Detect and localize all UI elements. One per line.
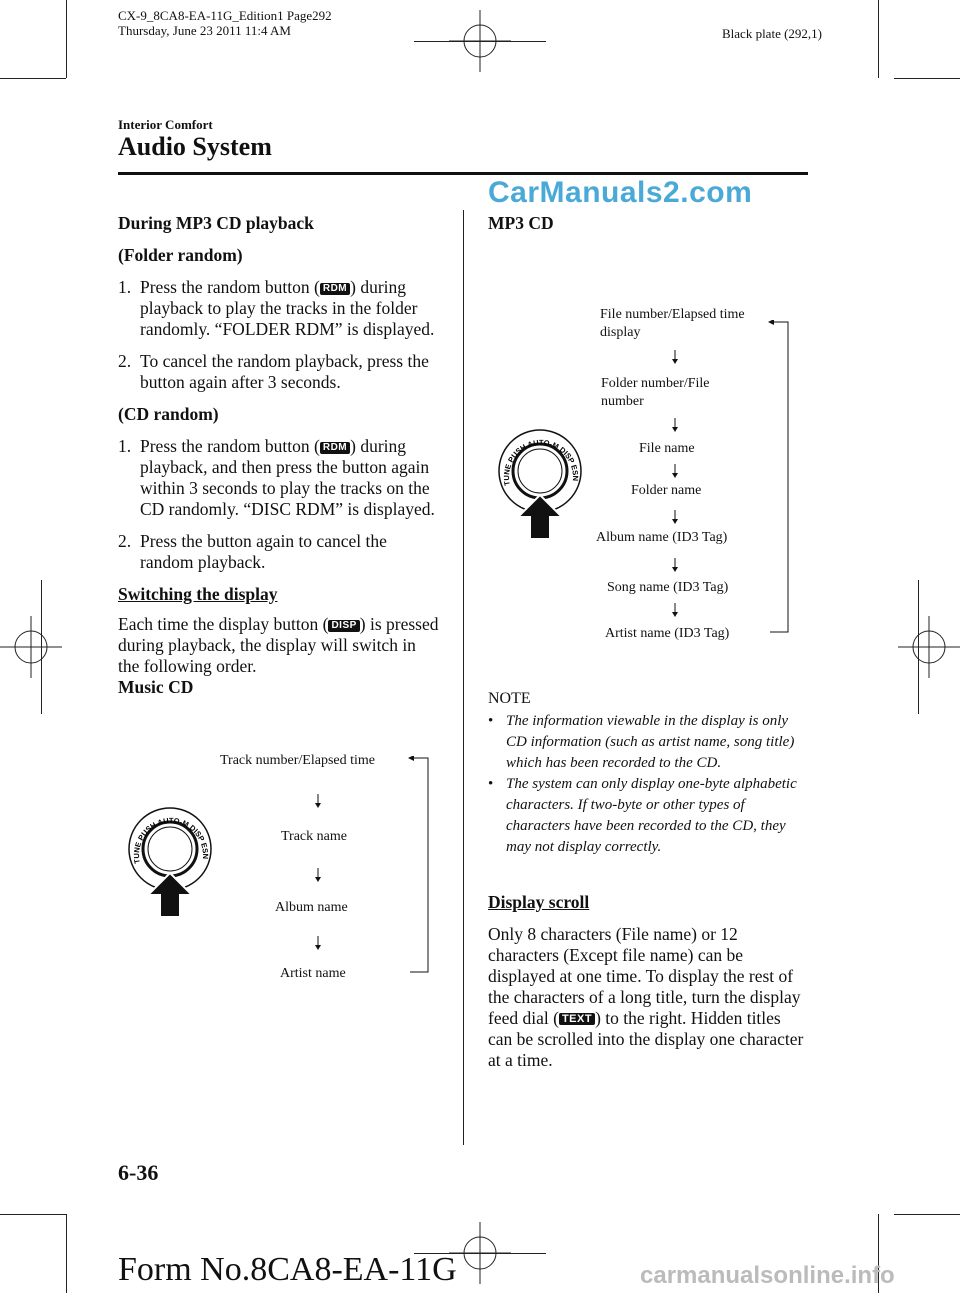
form-number: Form No.8CA8-EA-11G [118, 1251, 457, 1288]
crop-mark [66, 0, 67, 78]
return-loop-bracket [768, 320, 792, 636]
page-number: 6-36 [118, 1160, 159, 1185]
step-number: 1. [118, 277, 132, 297]
step-text: To cancel the random playback, press the button again after 3 seconds. [140, 351, 429, 392]
step-number: 2. [118, 351, 132, 371]
bullet-icon: • [488, 776, 494, 792]
heading-mp3-playback: During MP3 CD playback [118, 213, 314, 233]
music-cd-item: Track name [281, 829, 347, 844]
scroll-text-post: ) to the right. Hidden titles can be scrolled into the display one character at a time. [488, 1008, 804, 1070]
registration-line [918, 580, 919, 714]
mp3-cd-label: MP3 CD [488, 213, 554, 233]
step-text [140, 277, 440, 340]
crop-mark [894, 1214, 960, 1215]
arrow-down-icon [314, 868, 322, 882]
watermark-top: CarManuals2.com [488, 176, 753, 209]
slug-line-1: CX-9_8CA8-EA-11G_Edition1 Page292 [118, 8, 332, 23]
list-item [118, 351, 440, 393]
list-item [488, 711, 806, 774]
mp3-cd-item: Folder number/File number [601, 376, 710, 409]
note-text: The information viewable in the display is only CD information (such as artist name, song title) which has been recorded to the CD. [506, 713, 795, 771]
crop-mark [894, 78, 960, 79]
note-title: NOTE [488, 690, 531, 707]
step-text [140, 436, 440, 520]
switch-paragraph [118, 614, 440, 677]
arrow-down-icon [671, 510, 679, 524]
svg-text:TUNE PUSH AUTO-M DISP ESN: TUNE PUSH AUTO-M DISP ESN [131, 816, 211, 865]
arrow-down-icon [314, 936, 322, 950]
subheading-cd-random: (CD random) [118, 404, 219, 424]
mp3-cd-item: Album name (ID3 Tag) [596, 530, 728, 545]
page-title: Audio System [118, 132, 272, 161]
registration-mark-icon [898, 616, 960, 678]
slug-line-2: Thursday, June 23 2011 11:4 AM [118, 23, 291, 38]
arrow-down-icon [671, 350, 679, 364]
list-item [118, 531, 440, 573]
music-cd-item: Artist name [280, 966, 346, 981]
heading-display-scroll: Display scroll [488, 892, 590, 912]
display-dial-icon [496, 425, 592, 543]
list-item [118, 436, 440, 520]
crop-mark [0, 78, 66, 79]
step-text-pre: Press the random button ( [140, 277, 320, 297]
bullet-icon: • [488, 713, 494, 729]
music-cd-item: Track number/Elapsed time [220, 753, 376, 768]
scroll-text-pre: Only 8 characters (File name) or 12 characters (Except file name) can be displayed at one time. To display the rest of the characters of a long title, turn the display feed dial ( [488, 924, 801, 1028]
music-cd-item: Album name [275, 900, 348, 915]
list-item [118, 277, 440, 340]
switch-text-pre: Each time the display button ( [118, 614, 329, 634]
display-scroll-section [488, 892, 806, 1071]
crop-mark [878, 0, 879, 78]
music-cd-label: Music CD [118, 677, 194, 697]
crop-mark [0, 1214, 66, 1215]
arrow-down-icon [671, 558, 679, 572]
registration-line [41, 580, 42, 714]
arrow-down-icon [671, 464, 679, 478]
rdm-key-icon: RDM [320, 442, 350, 454]
mp3-cd-item: File number/Elapsed time display [600, 307, 745, 340]
column-divider [463, 210, 464, 1145]
plate-label: Black plate (292,1) [722, 26, 822, 41]
mp3-cd-item: File name [639, 441, 695, 456]
switch-text-post: ) is pressed during playback, the display will switch in the following order. [118, 614, 439, 676]
note-text: The system can only display one-byte alphabetic characters. If two-byte or other types of characters have been recorded to the CD, they may not display correctly. [506, 776, 797, 855]
step-number: 2. [118, 531, 132, 551]
list-item [488, 774, 806, 858]
registration-line [414, 41, 546, 42]
text-key-icon: TEXT [559, 1013, 595, 1025]
print-slug [118, 8, 332, 38]
scroll-paragraph [488, 924, 806, 1071]
rdm-key-icon: RDM [320, 283, 350, 295]
subheading-folder-random: (Folder random) [118, 245, 243, 265]
mp3-cd-item: Song name (ID3 Tag) [607, 580, 729, 595]
left-column [118, 213, 440, 698]
disp-key-icon: DISP [328, 620, 359, 632]
arrow-down-icon [671, 418, 679, 432]
return-loop-bracket [408, 756, 432, 976]
arrow-down-icon [671, 603, 679, 617]
registration-mark-icon [0, 616, 62, 678]
mp3-cd-item: Folder name [631, 483, 702, 498]
step-text-post: ) during playback, and then press the button again within 3 seconds to play the tracks on the CD randomly. “DISC RDM” is displayed. [140, 436, 435, 519]
mp3-cd-item: Artist name (ID3 Tag) [605, 626, 730, 641]
note-block [488, 688, 806, 858]
step-text: Press the button again to cancel the random playback. [140, 531, 387, 572]
step-number: 1. [118, 436, 132, 456]
section-label: Interior Comfort [118, 117, 213, 132]
step-text-post: ) during playback to play the tracks in the folder randomly. “FOLDER RDM” is displayed. [140, 277, 435, 339]
watermark-bottom: carmanualsonline.info [640, 1262, 895, 1289]
header-rule [118, 172, 808, 175]
crop-mark [66, 1214, 67, 1293]
svg-text:TUNE PUSH AUTO-M DISP ESN: TUNE PUSH AUTO-M DISP ESN [501, 438, 581, 487]
arrow-down-icon [314, 794, 322, 808]
display-dial-icon [126, 803, 222, 921]
step-text-pre: Press the random button ( [140, 436, 320, 456]
heading-switching-display: Switching the display [118, 584, 278, 604]
